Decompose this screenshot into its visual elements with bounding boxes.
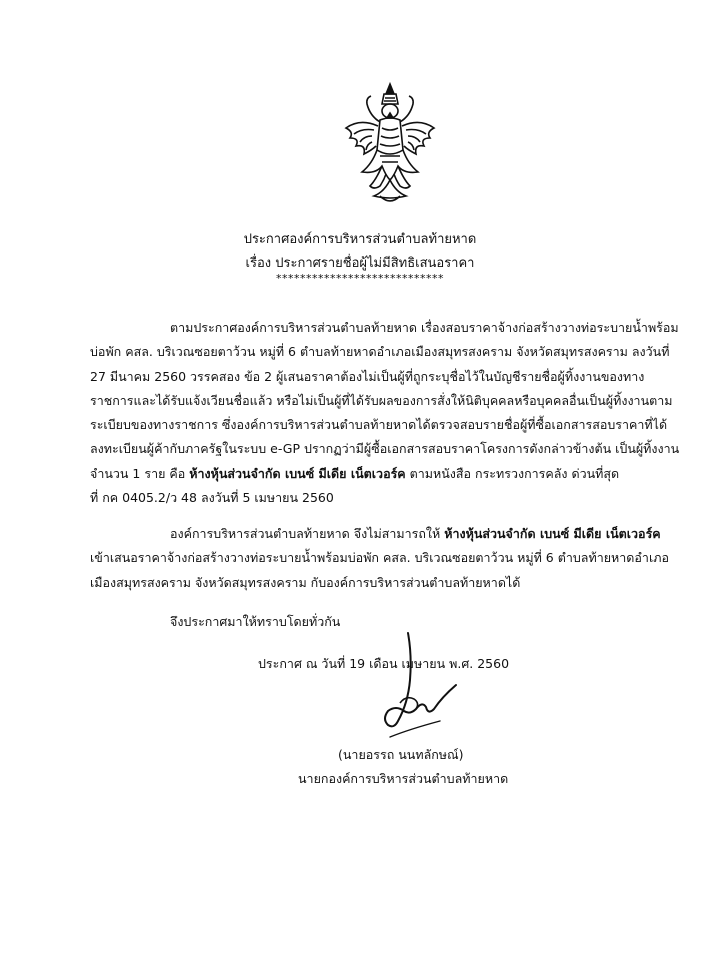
- separator-stars: ****************************: [276, 272, 444, 285]
- paragraph-line: ระเบียบของทางราชการ ซึ่งองค์การบริหารส่วนตำบลท้ายหาดได้ตรวจสอบรายชื่อผู้ที่ซื้อเอกสารสอบราคาที่ได้: [90, 417, 668, 433]
- line-prefix: จำนวน 1 ราย คือ: [90, 465, 190, 481]
- issuer-line: ประกาศองค์การบริหารส่วนตำบลท้ายหาด: [243, 232, 477, 247]
- paragraph-line: บ่อพัก คสล. บริเวณซอยตาว้วน หมู่ที่ 6 ตำบลท้ายหาดอำเภอเมืองสมุทรสงคราม จังหวัดสมุทรสงคราม ลงวันที่: [90, 344, 670, 360]
- line-prefix: องค์การบริหารส่วนตำบลท้ายหาด จึงไม่สามารถให้: [170, 526, 445, 541]
- paragraph-line: ที่ กค 0405.2/ว 48 ลงวันที่ 5 เมษายน 2560: [90, 490, 334, 506]
- paragraph-1: [90, 316, 680, 510]
- signatory-name: (นายอรรถ นนทลักษณ์): [338, 747, 464, 762]
- paragraph-line: [90, 462, 655, 486]
- paragraph-line: ราชการและได้รับแจ้งเวียนชื่อแล้ว หรือไม่เป็นผู้ที่ได้รับผลของการสั่งให้นิติบุคคลหรือบุคคลอื่นเป็นผู้ทิ้งงานตาม: [90, 392, 673, 408]
- paragraph-line: ลงทะเบียนผู้ค้ากับภาครัฐในระบบ e-GP ปรากฏว่ามีผู้ซื้อเอกสารสอบราคาโครงการดังกล่าวข้างต้น เป็นผู้ทิ้งงาน: [90, 441, 680, 457]
- paragraph-line: 27 มีนาคม 2560 วรรคสอง ข้อ 2 ผู้เสนอราคาต้องไม่เป็นผู้ที่ถูกระบุชื่อไว้ในบัญชีรายชื่อผู้ทิ้งงานของทาง: [90, 368, 645, 384]
- handwritten-signature: [370, 625, 470, 745]
- garuda-emblem: [340, 80, 440, 210]
- paragraph-line: [90, 522, 661, 546]
- closing-line: จึงประกาศมาให้ทราบโดยทั่วกัน: [170, 614, 341, 629]
- company-name: ห้างหุ้นส่วนจำกัด เบนซ์ มีเดีย เน็ตเวอร์ค: [189, 465, 406, 481]
- paragraph-2: [90, 522, 669, 595]
- company-name: ห้างหุ้นส่วนจำกัด เบนซ์ มีเดีย เน็ตเวอร์ค: [444, 526, 661, 541]
- signatory-position: นายกองค์การบริหารส่วนตำบลท้ายหาด: [298, 771, 509, 786]
- date-line: ประกาศ ณ วันที่ 19 เดือน เมษายน พ.ศ. 2560: [258, 656, 510, 671]
- paragraph-line: ตามประกาศองค์การบริหารส่วนตำบลท้ายหาด เรื่องสอบราคาจ้างก่อสร้างวางท่อระบายน้ำพร้อม: [170, 320, 679, 335]
- paragraph-line: เข้าเสนอราคาจ้างก่อสร้างวางท่อระบายน้ำพร้อมบ่อพัก คสล. บริเวณซอยตาว้วน หมู่ที่ 6 ตำบลท้ายหาดอำเภอ: [90, 550, 669, 566]
- subject-line: เรื่อง ประกาศรายชื่อผู้ไม่มีสิทธิเสนอราคา: [245, 256, 475, 271]
- line-suffix: ตามหนังสือ กระทรวงการคลัง ด่วนที่สุด: [405, 465, 620, 481]
- paragraph-line: เมืองสมุทรสงคราม จังหวัดสมุทรสงคราม กับองค์การบริหารส่วนตำบลท้ายหาดได้: [90, 574, 521, 590]
